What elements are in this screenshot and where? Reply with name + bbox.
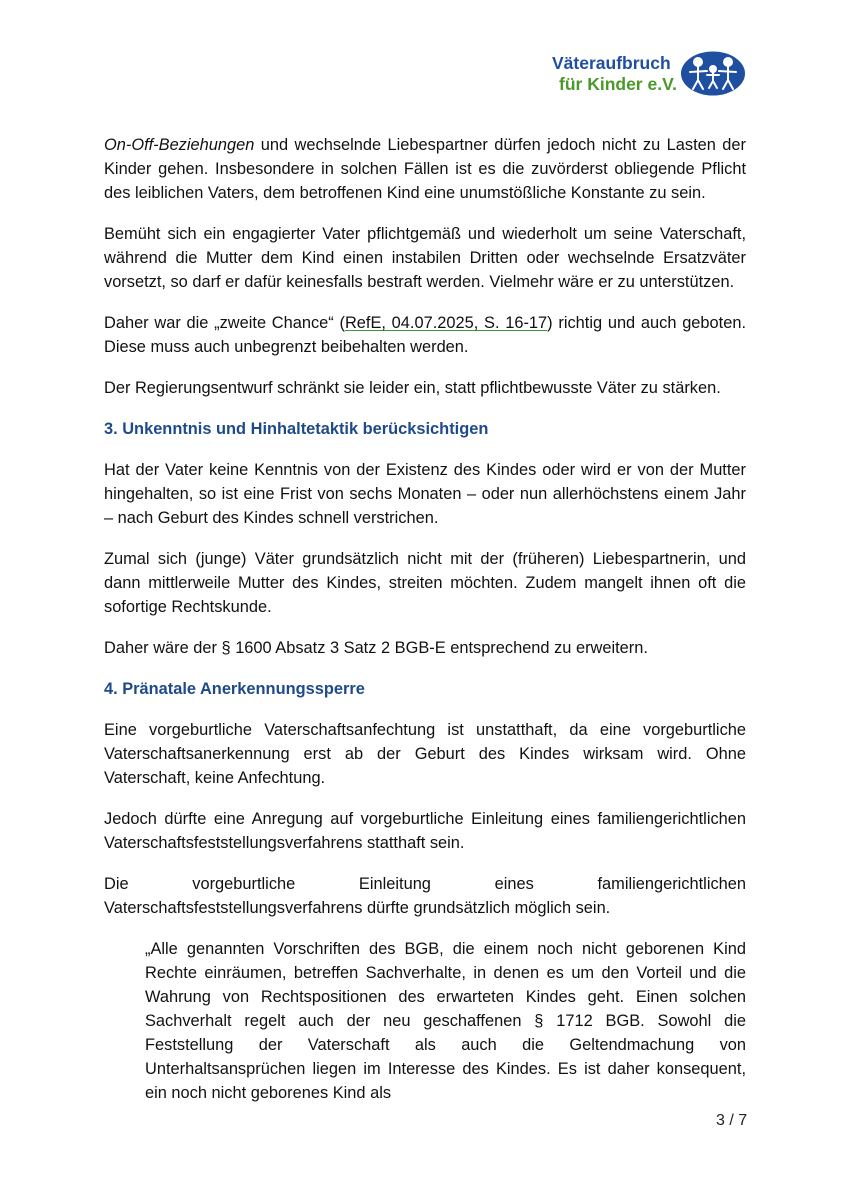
section-heading-4: 4. Pränatale Anerkennungssperre [104, 680, 365, 698]
paragraph-unawareness: Hat der Vater keine Kenntnis von der Existenz des Kindes oder wird er von der Mutter hingehalten, so ist eine Frist von sechs Monaten – oder nun allerhöchstens einem Jahr – nach Geburt des Kindes schnell verstrichen. [104, 461, 746, 527]
paragraph-young-fathers: Zumal sich (junge) Väter grundsätzlich nicht mit der (früheren) Liebespartnerin, und dann mittlerweile Mutter des Kindes, streiten möchten. Zudem mangelt ihnen oft die sofortige Rechtskunde. [104, 550, 746, 616]
logo-line-1: Väteraufbruch [552, 53, 671, 73]
paragraph-text: und wechselnde Liebespartner dürfen jedoch nicht zu Lasten der Kinder gehen. Insbesondere in solchen Fällen ist es die zuvörderst obliegende Pflicht des leiblichen Vaters, dem betroffenen Kind eine unumstößliche Konstante zu sein. [104, 136, 746, 202]
document-body [104, 133, 746, 1105]
italic-term: On-Off-Beziehungen [104, 136, 255, 154]
paragraph-on-off [104, 133, 746, 205]
block-quote: „Alle genannten Vorschriften des BGB, die einem noch nicht geborenen Kind Rechte einräumen, betreffen Sachverhalte, in denen es um den Vorteil und die Wahrung von Rechtspositionen des erwarteten Kindes geht. Einen solchen Sachverhalt regelt auch der neu geschaffenen § 1712 BGB. Sowohl die Feststellung der Vaterschaft als auch die Geltendmachung von Unterhaltsansprüchen liegen im Interesse des Kindes. Es ist daher konsequent, ein noch nicht geborenes Kind als [145, 940, 746, 1102]
paragraph-text: ) richtig und auch geboten. Diese muss auch unbegrenzt beibehalten werden. [104, 314, 746, 356]
logo-text [552, 53, 677, 95]
logo-line-2: für Kinder e.V. [559, 74, 677, 94]
family-emblem-icon [680, 50, 746, 97]
paragraph-text: Daher war die „zweite Chance“ ( [104, 314, 345, 332]
page-number: 3 / 7 [716, 1112, 748, 1129]
paragraph-government-draft: Der Regierungsentwurf schränkt sie leider ein, statt pflichtbewusste Väter zu stärken. [104, 379, 721, 397]
paragraph-prenatal-initiation: Die vorgeburtliche Einleitung eines familiengerichtlichen Vaterschaftsfeststellungsverfahrens dürfte grundsätzlich möglich sein. [104, 875, 746, 917]
paragraph-prenatal-suggestion: Jedoch dürfte eine Anregung auf vorgeburtliche Einleitung eines familiengerichtlichen Vaterschaftsfeststellungsverfahrens statthaft sein. [104, 810, 746, 852]
organization-logo [552, 50, 752, 102]
paragraph-engaged-father: Bemüht sich ein engagierter Vater pflichtgemäß und wiederholt um seine Vaterschaft, während die Mutter dem Kind einen instabilen Dritten oder wechselnde Ersatzväter vorsetzt, so darf er dafür keinesfalls bestraft werden. Vielmehr wäre er zu unterstützen. [104, 225, 746, 291]
section-heading-3: 3. Unkenntnis und Hinhaltetaktik berücksichtigen [104, 420, 489, 438]
paragraph-extend-law: Daher wäre der § 1600 Absatz 3 Satz 2 BGB-E entsprechend zu erweitern. [104, 639, 648, 657]
paragraph-prenatal-challenge: Eine vorgeburtliche Vaterschaftsanfechtung ist unstatthaft, da eine vorgeburtliche Vaterschaftsanerkennung erst ab der Geburt des Kindes wirksam wird. Ohne Vaterschaft, keine Anfechtung. [104, 721, 746, 787]
reference-link[interactable]: RefE, 04.07.2025, S. 16-17 [344, 314, 548, 332]
paragraph-second-chance [104, 311, 746, 359]
